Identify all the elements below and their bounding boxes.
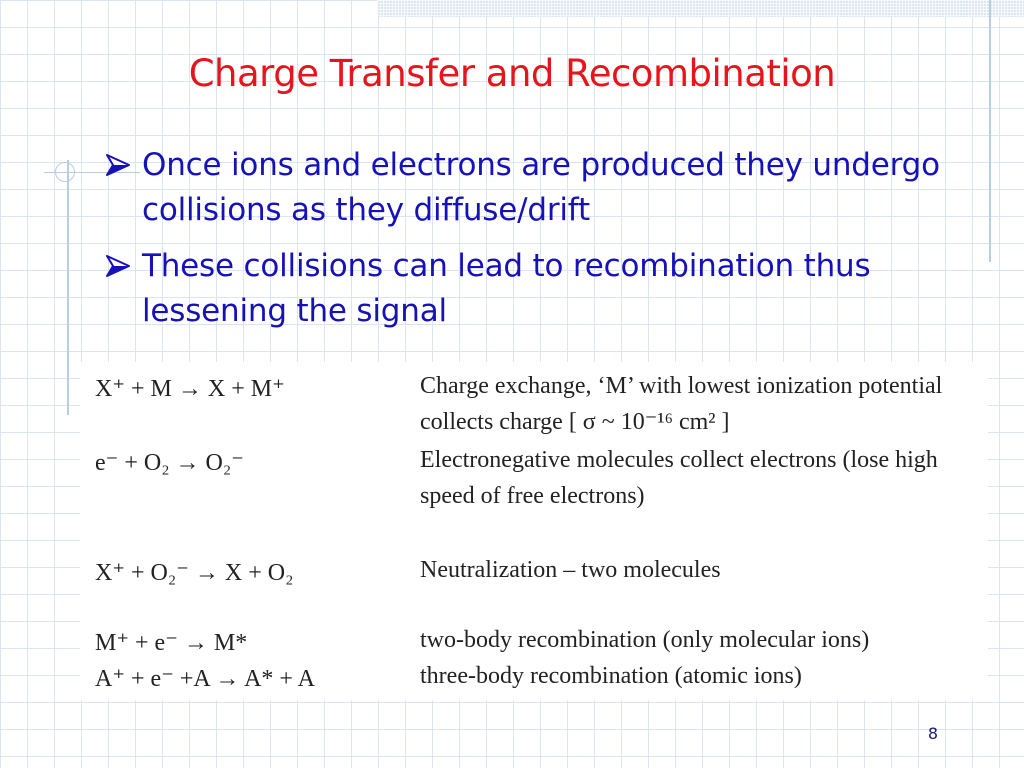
reaction-description: Neutralization – two molecules xyxy=(420,557,721,583)
decorative-ring xyxy=(55,162,75,182)
bullet-text: Once ions and electrons are produced they undergo collisions as they diffuse/drift xyxy=(142,147,940,228)
decorative-vertical-line xyxy=(989,0,991,262)
arrow-bullet-icon xyxy=(104,244,142,278)
reaction-table xyxy=(80,362,988,700)
reaction-description: two-body recombination (only molecular ions) xyxy=(420,627,870,653)
page-number: 8 xyxy=(927,724,939,743)
reaction-equation: A⁺ + e⁻ +A → A* + A xyxy=(95,666,315,692)
reaction-equation: M⁺ + e⁻ → M* xyxy=(95,630,248,656)
reaction-description: Electronegative molecules collect electrons (lose high speed of free electrons) xyxy=(420,447,938,509)
bullet-item xyxy=(104,244,984,334)
reaction-equation: e⁻ + O₂ → O₂⁻ xyxy=(95,450,244,476)
bullet-item xyxy=(104,143,984,233)
slide-title: Charge Transfer and Recombination xyxy=(188,52,836,95)
reaction-equation: X⁺ + O₂⁻ → X + O₂ xyxy=(95,560,294,586)
reaction-equation: X⁺ + M → X + M⁺ xyxy=(95,376,285,402)
arrow-bullet-icon xyxy=(104,143,142,177)
decorative-vertical-line xyxy=(67,160,69,415)
bullet-text: These collisions can lead to recombination thus lessening the signal xyxy=(142,248,871,329)
reaction-description: Charge exchange, ‘M’ with lowest ionization potential collects charge [ σ ~ 10⁻¹⁶ cm² ] xyxy=(420,373,943,435)
bullet-list xyxy=(104,143,984,345)
header-band xyxy=(377,0,1024,17)
reaction-description: three-body recombination (atomic ions) xyxy=(420,663,802,689)
